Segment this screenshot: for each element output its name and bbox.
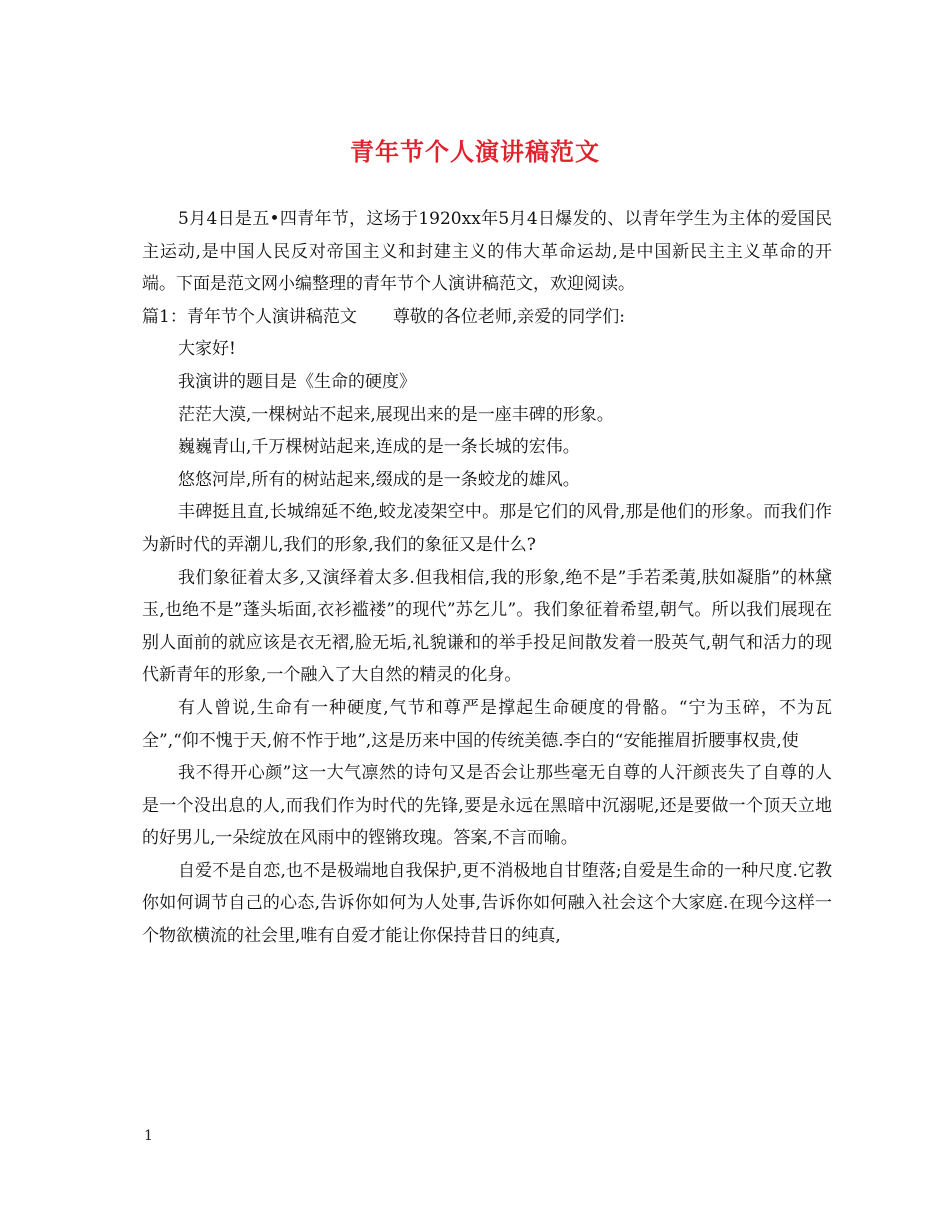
intro-paragraph: 5月4日是五•四青年节，这场于1920xx年5月4日爆发的、以青年学生为主体的爱国民主运动,是中国人民反对帝国主义和封建主义的伟大革命运劫,是中国新民主主义革命的开端。下面是范文网小编整理的青年节个人演讲稿范文，欢迎阅读。	[142, 209, 832, 295]
document-body	[142, 203, 832, 953]
body-paragraph: 我们象征着太多,又演绎着太多.但我相信,我的形象,绝不是”手若柔荑,肤如凝脂”的林黛玉,也绝不是”蓬头垢面,衣衫褴褛”的现代”苏乞儿”。我们象征着希望,朝气。所以我们展现在别人面前的就应该是衣无褶,脸无垢,礼貌谦和的举手投足间散发着一股英气,朝气和活力的现代新青年的形象,一个融入了大自然的精灵的化身。	[142, 567, 832, 686]
body-paragraph: 茫茫大漠,一棵树站不起来,展现出来的是一座丰碑的形象。	[178, 404, 614, 425]
body-paragraph: 大家好!	[178, 339, 236, 360]
salutation: 尊敬的各位老师,亲爱的同学们:	[392, 306, 625, 327]
section-heading-line	[142, 301, 832, 334]
page-number: 1	[144, 1128, 153, 1144]
body-paragraph: 丰碑挺且直,长城绵延不绝,蛟龙凌架空中。那是它们的风骨,那是他们的形象。而我们作为新时代的弄潮儿,我们的形象,我们的象征又是什么?	[142, 502, 832, 555]
section-heading: 篇1：青年节个人演讲稿范文	[142, 306, 357, 327]
body-paragraph: 悠悠河岸,所有的树站起来,缀成的是一条蛟龙的雄风。	[178, 469, 580, 490]
body-paragraph: 我演讲的题目是《生命的硬度》	[178, 371, 416, 392]
body-paragraph: 自爱不是自恋,也不是极端地自我保护,更不消极地自甘堕落;自爱是生命的一种尺度.它教你如何调节自己的心态,告诉你如何为人处事,告诉你如何融入社会这个大家庭.在现今这样一个物欲横流的社会里,唯有自爱才能让你保持昔日的纯真,	[142, 860, 832, 947]
body-paragraph: 我不得开心颜”这一大气凛然的诗句又是否会让那些毫无自尊的人汗颜丧失了自尊的人是一个没出息的人,而我们作为时代的先锋,要是永远在黑暗中沉溺呢,还是要做一个顶天立地的好男儿,一朵绽放在风雨中的铿锵玫瑰。答案,不言而喻。	[142, 763, 832, 849]
body-paragraph: 有人曾说,生命有一种硬度,气节和尊严是撑起生命硬度的骨骼。“宁为玉碎，不为瓦全”,“仰不愧于天,俯不怍于地”,这是历来中国的传统美德.李白的“安能摧眉折腰事权贵,使	[142, 697, 832, 751]
body-paragraph: 巍巍青山,千万棵树站起来,连成的是一条长城的宏伟。	[178, 437, 580, 458]
document-title: 青年节个人演讲稿范文	[350, 137, 600, 166]
